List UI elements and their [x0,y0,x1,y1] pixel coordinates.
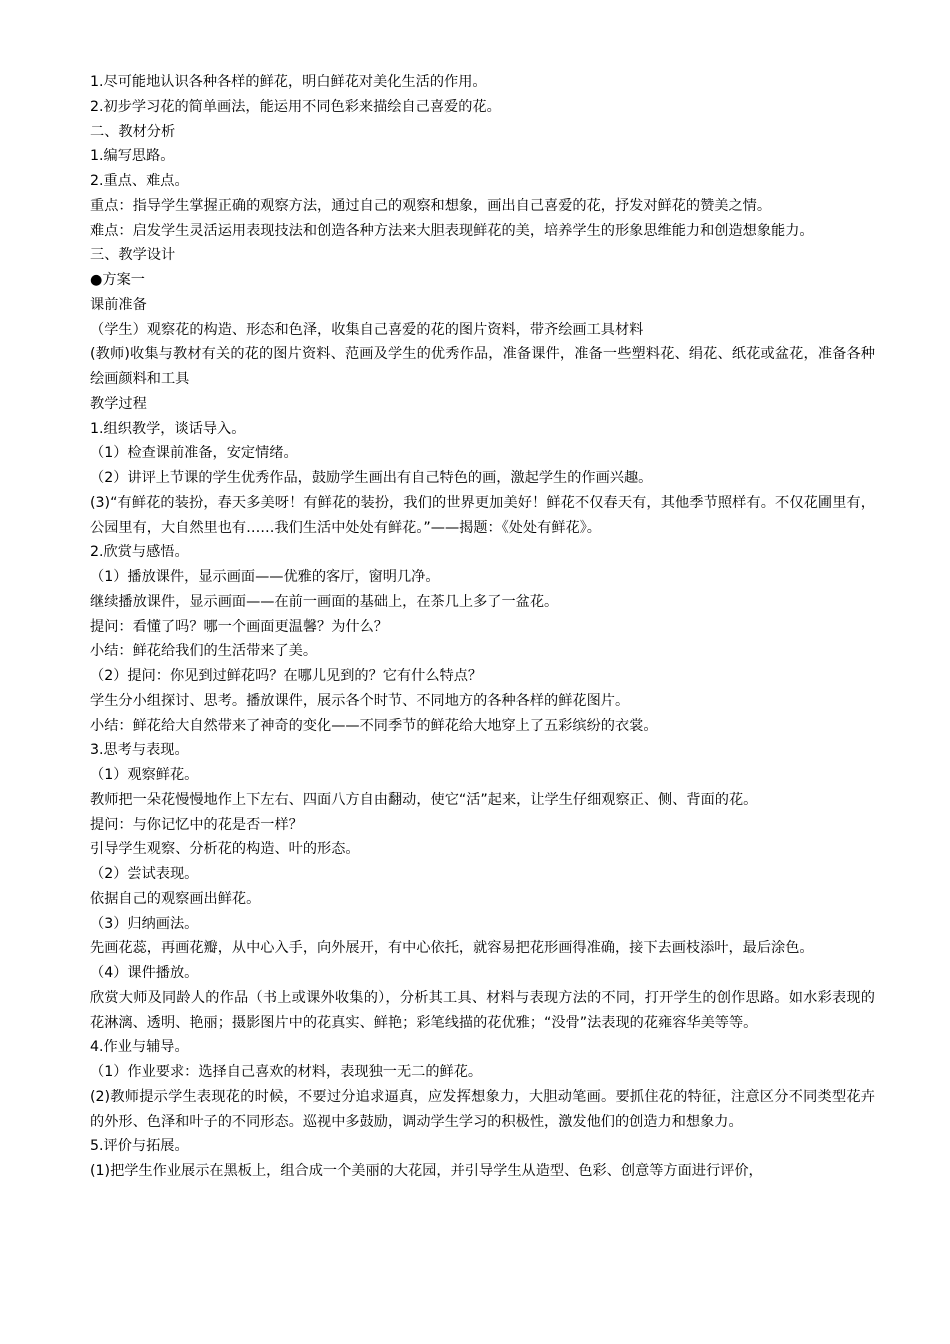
paragraph: 学生分小组探讨、思考。播放课件，展示各个时节、不同地方的各种各样的鲜花图片。 [90,692,630,709]
paragraph: 3.思考与表现。 [90,742,189,759]
paragraph: （4）课件播放。 [90,965,199,981]
paragraph: （2）提问：你见到过鲜花吗？在哪儿见到的？它有什么特点？ [90,668,483,684]
paragraph: （学生）观察花的构造、形态和色泽，收集自己喜爱的花的图片资料，带齐绘画工具材料 [90,321,644,338]
paragraph: （1）作业要求：选择自己喜欢的材料，表现独一无二的鲜花。 [90,1064,483,1080]
paragraph: 2.欣赏与感悟。 [90,544,189,561]
paragraph: 教学过程 [90,395,147,412]
paragraph: 1.尽可能地认识各种各样的鲜花，明白鲜花对美化生活的作用。 [90,74,487,90]
paragraph: 三、教学设计 [90,247,176,264]
paragraph: 继续播放课件，显示画面——在前一画面的基础上，在茶几上多了一盆花。 [90,593,559,610]
paragraph: (教师)收集与教材有关的花的图片资料、范画及学生的优秀作品，准备课件，准备一些塑料花、绢花、纸花或盆花，准备各种绘画颜料和工具 [90,346,875,387]
paragraph: ●方案一 [90,272,145,288]
paragraph: (3)“有鲜花的装扮，春天多美呀！有鲜花的装扮，我们的世界更加美好！鲜花不仅春天有，其他季节照样有。不仅花圃里有，公园里有，大自然里也有……我们生活中处处有鲜花。”——揭题：《处处有鲜花》。 [90,494,875,536]
paragraph: 欣赏大师及同龄人的作品（书上或课外收集的），分析其工具、材料与表现方法的不同，打开学生的创作思路。如水彩表现的花淋漓、透明、艳丽；摄影图片中的花真实、鲜艳；彩笔线描的花优雅；“没骨”法表现的花雍容华美等等。 [90,989,875,1031]
paragraph: 难点：启发学生灵活运用表现技法和创造各种方法来大胆表现鲜花的美，培养学生的形象思维能力和创造想象能力。 [90,222,814,239]
document-body [90,70,875,1184]
paragraph: 1.编写思路。 [90,148,175,165]
paragraph: （2）讲评上节课的学生优秀作品，鼓励学生画出有自己特色的画，激起学生的作画兴趣。 [90,470,653,486]
paragraph: 2.重点、难点。 [90,173,189,189]
paragraph: (1)把学生作业展示在黑板上，组合成一个美丽的大花园，并引导学生从造型、色彩、创意等方面进行评价， [90,1163,763,1179]
paragraph: （1）播放课件，显示画面——优雅的客厅，窗明几净。 [90,569,440,585]
paragraph: 依据自己的观察画出鲜花。 [90,890,261,907]
paragraph: (2)教师提示学生表现花的时候，不要过分追求逼真，应发挥想象力，大胆动笔画。要抓住花的特征，注意区分不同类型花卉的外形、色泽和叶子的不同形态。巡视中多鼓励，调动学生学习的积极性，激发他们的创造力和想象力。 [90,1088,875,1130]
paragraph: 1.组织教学，谈话导入。 [90,420,246,437]
paragraph: 2.初步学习花的简单画法，能运用不同色彩来描绘自己喜爱的花。 [90,98,501,115]
paragraph: （2）尝试表现。 [90,866,199,882]
paragraph: 小结：鲜花给大自然带来了神奇的变化——不同季节的鲜花给大地穿上了五彩缤纷的衣裳。 [90,717,658,734]
paragraph: 提问：看懂了吗？哪一个画面更温馨？为什么？ [90,618,388,635]
paragraph: （1）观察鲜花。 [90,767,199,783]
paragraph: 先画花蕊，再画花瓣，从中心入手，向外展开，有中心依托，就容易把花形画得准确，接下去画枝添叶，最后涂色。 [90,940,814,957]
paragraph: 5.评价与拓展。 [90,1138,189,1155]
paragraph: 重点：指导学生掌握正确的观察方法，通过自己的观察和想象，画出自己喜爱的花，抒发对鲜花的赞美之情。 [90,197,772,214]
paragraph: （3）归纳画法。 [90,915,199,932]
paragraph: 小结：鲜花给我们的生活带来了美。 [90,643,318,660]
paragraph: （1）检查课前准备，安定情绪。 [90,445,298,462]
paragraph: 4.作业与辅导。 [90,1039,189,1056]
paragraph: 引导学生观察、分析花的构造、叶的形态。 [90,841,360,858]
paragraph: 二、教材分析 [90,123,176,140]
paragraph: 提问：与你记忆中的花是否一样？ [90,816,303,833]
paragraph: 课前准备 [90,296,147,313]
paragraph: 教师把一朵花慢慢地作上下左右、四面八方自由翻动，使它“活”起来，让学生仔细观察正、侧、背面的花。 [90,791,758,808]
